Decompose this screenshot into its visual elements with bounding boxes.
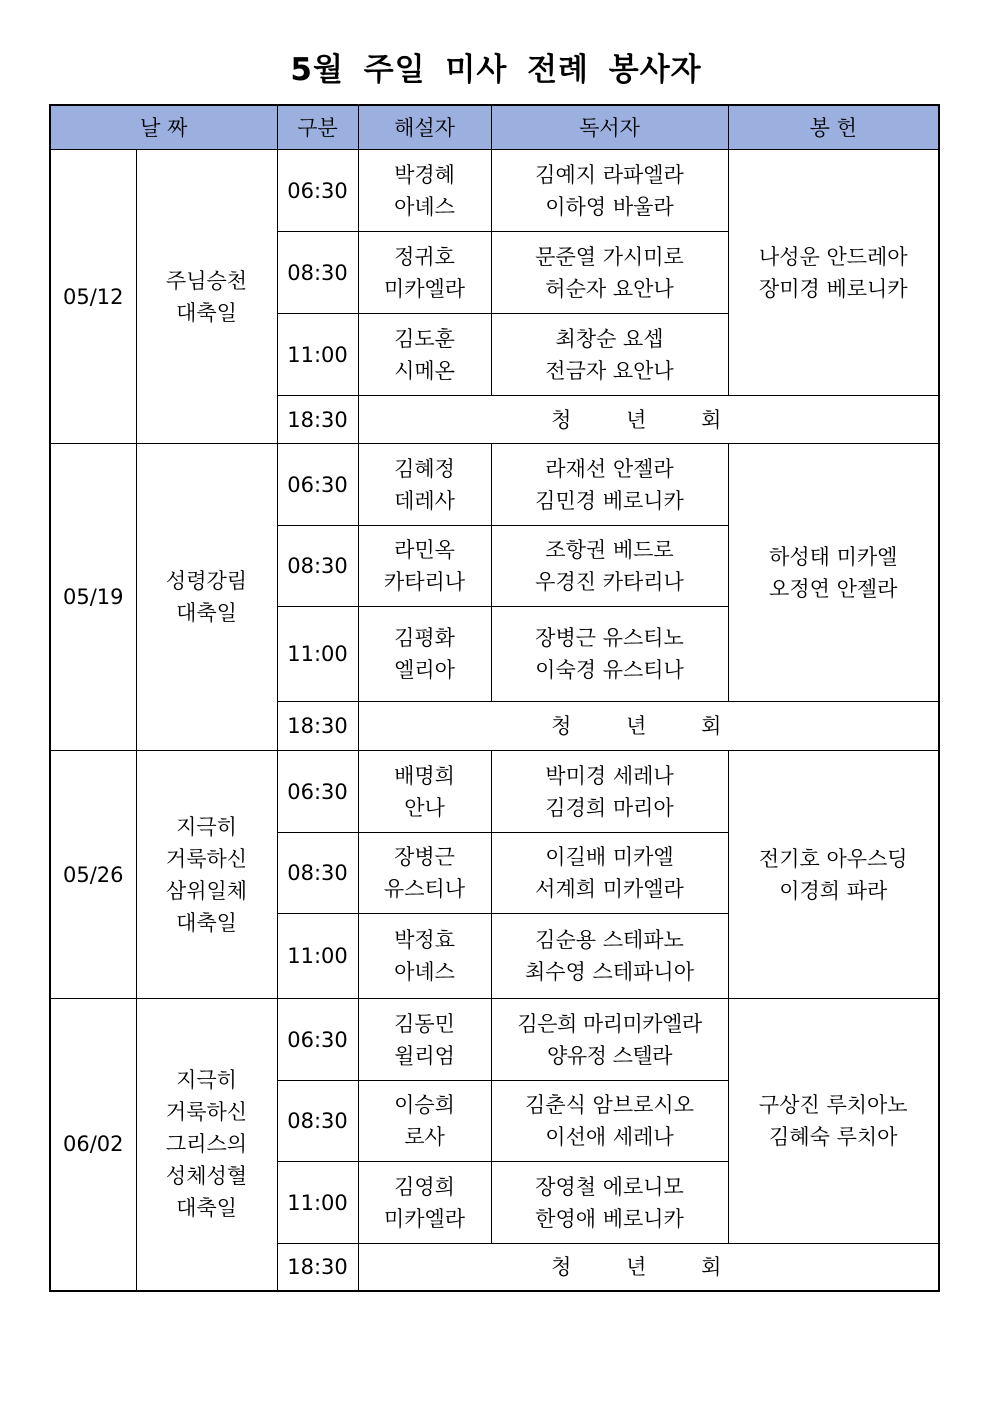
commentator-cell: 박정효 아녜스 [358, 914, 491, 999]
readers-cell: 최창순 요셉 전금자 요안나 [491, 314, 728, 396]
header-offering: 봉 헌 [728, 105, 939, 150]
week-date: 05/12 [50, 150, 136, 444]
table-row [50, 150, 939, 232]
commentator-cell: 장병근 유스티나 [358, 833, 491, 914]
readers-cell: 라재선 안젤라 김민경 베로니카 [491, 444, 728, 526]
mass-time: 08:30 [277, 526, 358, 607]
mass-time: 11:00 [277, 314, 358, 396]
header-slot: 구분 [277, 105, 358, 150]
mass-time: 18:30 [277, 396, 358, 444]
commentator-cell: 김평화 엘리아 [358, 607, 491, 702]
commentator-cell: 정귀호 미카엘라 [358, 232, 491, 314]
table-row [50, 751, 939, 833]
week-occasion: 지극히 거룩하신 그리스의 성체성혈 대축일 [136, 999, 277, 1291]
commentator-cell: 김혜정 데레사 [358, 444, 491, 526]
offering-cell: 구상진 루치아노 김혜숙 루치아 [728, 999, 939, 1244]
header-commentator: 해설자 [358, 105, 491, 150]
readers-cell: 장병근 유스티노 이숙경 유스티나 [491, 607, 728, 702]
commentator-cell: 이승희 로사 [358, 1081, 491, 1162]
offering-cell: 나성운 안드레아 장미경 베로니카 [728, 150, 939, 396]
commentator-cell: 김동민 윌리엄 [358, 999, 491, 1081]
readers-cell: 김예지 라파엘라 이하영 바울라 [491, 150, 728, 232]
offering-cell: 전기호 아우스딩 이경희 파라 [728, 751, 939, 999]
readers-cell: 박미경 세레나 김경희 마리아 [491, 751, 728, 833]
commentator-cell: 김도훈 시메온 [358, 314, 491, 396]
mass-time: 18:30 [277, 702, 358, 751]
youth-group-cell: 청 년 회 [358, 396, 939, 444]
header-row [50, 105, 939, 150]
week-occasion: 지극히 거룩하신 삼위일체 대축일 [136, 751, 277, 999]
mass-time: 11:00 [277, 914, 358, 999]
week-occasion: 주님승천 대축일 [136, 150, 277, 444]
mass-time: 06:30 [277, 444, 358, 526]
week-date: 05/19 [50, 444, 136, 751]
readers-cell: 김춘식 암브로시오 이선애 세레나 [491, 1081, 728, 1162]
readers-cell: 김순용 스테파노 최수영 스테파니아 [491, 914, 728, 999]
header-readers: 독서자 [491, 105, 728, 150]
mass-time: 08:30 [277, 232, 358, 314]
mass-time: 06:30 [277, 999, 358, 1081]
page-title: 5월 주일 미사 전례 봉사자 [290, 52, 702, 88]
mass-time: 06:30 [277, 150, 358, 232]
mass-time: 11:00 [277, 607, 358, 702]
mass-time: 08:30 [277, 833, 358, 914]
commentator-cell: 박경혜 아녜스 [358, 150, 491, 232]
mass-time: 08:30 [277, 1081, 358, 1162]
commentator-cell: 배명희 안나 [358, 751, 491, 833]
week-date: 06/02 [50, 999, 136, 1291]
mass-time: 11:00 [277, 1162, 358, 1244]
youth-group-cell: 청 년 회 [358, 702, 939, 751]
table-row [50, 999, 939, 1081]
commentator-cell: 라민옥 카타리나 [358, 526, 491, 607]
header-date: 날 짜 [50, 105, 277, 150]
readers-cell: 문준열 가시미로 허순자 요안나 [491, 232, 728, 314]
table-row [50, 444, 939, 526]
readers-cell: 장영철 에로니모 한영애 베로니카 [491, 1162, 728, 1244]
readers-cell: 이길배 미카엘 서계희 미카엘라 [491, 833, 728, 914]
mass-time: 18:30 [277, 1244, 358, 1291]
week-date: 05/26 [50, 751, 136, 999]
mass-time: 06:30 [277, 751, 358, 833]
offering-cell: 하성태 미카엘 오정연 안젤라 [728, 444, 939, 702]
commentator-cell: 김영희 미카엘라 [358, 1162, 491, 1244]
schedule-table [49, 104, 940, 1292]
week-occasion: 성령강림 대축일 [136, 444, 277, 751]
readers-cell: 김은희 마리미카엘라 양유정 스텔라 [491, 999, 728, 1081]
readers-cell: 조항권 베드로 우경진 카타리나 [491, 526, 728, 607]
youth-group-cell: 청 년 회 [358, 1244, 939, 1291]
